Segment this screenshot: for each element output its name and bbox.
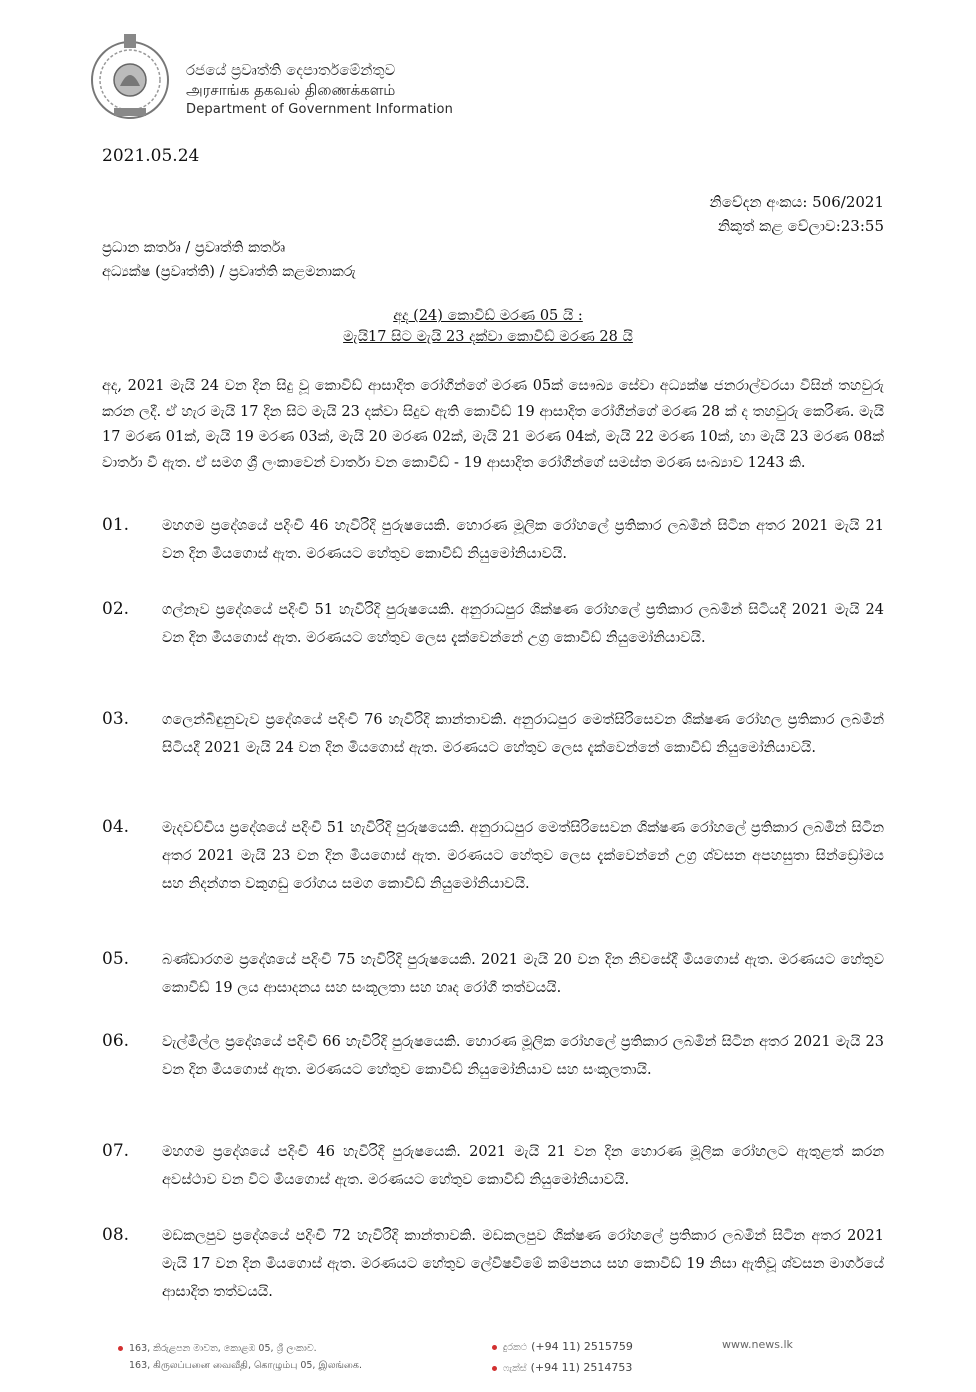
item-text: මැදවච්චිය ප්‍රදේශයේ පදිංචි 51 හැවිරිදි පුරුෂයෙකි. අනුරාධපුර මෙත්සිරිසෙවන ශික්ෂණ රෝහලේ ප්‍රතිකාර ලබමින් සිටින අතර 2021 මැයි 23 වන දින මියගොස් ඇත. මරණයට හේතුව ලෙස දැක්වෙන්නේ උග්‍ර ශ්වසන අපහසුතා සින්ඩ්‍රෝමය සහ නිදන්ගත වකුගඩු රෝගය සමග කොවිඩ් නියුමෝනියාවයි. [162,820,884,892]
letterhead [88,30,508,130]
intro-paragraph: අද, 2021 මැයි 24 වන දින සිදු වූ කොවිඩ් ආසාදිත රෝගීන්ගේ මරණ 05ක් සෞඛ්‍ය සේවා අධ්‍යක්ෂ ජනරාල්වරයා විසින් තහවුරු කරන ලදී. ඒ හැර මැයි 17 දින සිට මැයි 23 දක්වා සිදුව ඇති කොවිඩ් 19 ආසාදිත රෝගීන්ගේ මරණ 28 ක් ද තහවුරු කෙරිණ. මැයි 17 මරණ 01ක්, මැයි 19 මරණ 03ක්, මැයි 20 මරණ 02ක්, මැයි 21 මරණ 04ක්, මැයි 22 මරණ 10ක්, හා මැයි 23 මරණ 08ක් වාර්තා වී ඇත. ඒ සමග ශ්‍රී ලංකාවෙන් වාර්තා වන කොවිඩ් - 19 ආසාදිත රෝගීන්ගේ සමස්ත මරණ සංඛ්‍යාව 1243 කි. [102,378,884,471]
bullet-icon [492,1345,497,1350]
item-number: 04. [102,817,130,837]
item-number: 08. [102,1225,130,1245]
department-name-tamil: அரசாங்க தகவல் திணைக்களம் [186,81,396,99]
release-time: නිකුත් කළ වේලාව:23:55 [717,217,884,235]
bullet-icon [492,1366,497,1371]
item-text: මඩකලපුව ප්‍රදේශයේ පදිංචි 72 හැවිරිදි කාන්තාවකි. මඩකලපුව ශික්ෂණ රෝහලේ ප්‍රතිකාර ලබමින් සිටින අතර 2021 මැයි 17 වන දින මියගොස් ඇත. මරණයට හේතුව ලේවිෂවීමේ කම්පනය සහ කොවිඩ් 19 නිසා ඇතිවූ ශ්වසන මාර්ගයේ ආසාදිත තත්වයයි. [162,1228,884,1300]
recipients [102,236,356,284]
website-link[interactable]: www.news.lk [722,1338,793,1351]
recipient-line: ප්‍රධාන කර්තෘ / ප්‍රවෘත්ති කර්තෘ [102,240,286,256]
department-name-sinhala: රජයේ ප්‍රවෘත්ති දෙපාර්තමේන්තුව [186,61,396,79]
document-date: 2021.05.24 [102,146,200,166]
item-number: 05. [102,949,130,969]
government-emblem-icon [88,30,172,122]
headline-line-2: මැයි17 සිට මැයි 23 දක්වා කොවිඩ් මරණ 28 යි [343,329,633,345]
phone-label: දුරකථ [503,1342,528,1353]
release-number: නිවේදන අංකය: 506/2021 [709,193,884,211]
footer-address [118,1340,362,1374]
item-text: මහගම ප්‍රදේශයේ පදිංචි 46 හැවිරිදි පුරුෂයෙකි. හොරණ මූලික රෝහලේ ප්‍රතිකාර ලබමින් සිටින අතර 2021 මැයි 21 වන දින මියගොස් ඇත. මරණයට හේතුව කොවිඩ් නියුමෝනියාවයි. [162,518,884,562]
headline [0,306,976,348]
headline-line-1: අද (24) කොවිඩ් මරණ 05 යි : [393,308,583,324]
fax-number: (+94 11) 2514753 [530,1361,633,1374]
item-number: 06. [102,1031,130,1051]
address-tamil: 163, கிருலப்பனை வைவீதி, கொழும்பு 05, இலங்கை. [129,1360,362,1371]
footer [0,1330,976,1392]
department-name-english: Department of Government Information [186,102,454,117]
item-text: මහගම ප්‍රදේශයේ පදිංචි 46 හැවිරිදි පුරුෂයෙකි. 2021 මැයි 21 වන දින හොරණ මූලික රෝහලට ඇතුළත් කරන අවස්ථාව වන විට මියගොස් ඇත. මරණයට හේතුව කොවිඩ් නියුමෝනියාවයි. [162,1144,884,1188]
item-text: වැල්මිල්ල ප්‍රදේශයේ පදිංචි 66 හැවිරිදි පුරුෂයෙකි. හොරණ මූලික රෝහලේ ප්‍රතිකාර ලබමින් සිටින අතර 2021 මැයි 23 වන දින මියගොස් ඇත. මරණයට හේතුව කොවිඩ් නියුමෝනියාව සහ සංකූලතායි. [162,1034,884,1078]
item-number: 01. [102,515,130,535]
department-names [186,60,453,120]
recipient-line: අධ්‍යක්ෂ (ප්‍රවෘත්ති) / ප්‍රවෘත්ති කළමනාකරු [102,264,356,280]
item-number: 03. [102,709,130,729]
address-sinhala: 163, කිරුළපන මාවත, කොළඹ 05, ශ්‍රී ලංකාව. [129,1343,317,1354]
item-text: බණ්ඩාරගම ප්‍රදේශයේ පදිංචි 75 හැවිරිදි පුරුෂයෙකි. 2021 මැයි 20 වන දින නිවසේදී මියගොස් ඇත. මරණයට හේතුව කොවිඩ් 19 ලය ආසාදනය සහ සංකූලතා සහ හෘද රෝගී තත්වයයි. [162,952,884,996]
bullet-icon [118,1346,123,1351]
item-number: 07. [102,1141,130,1161]
footer-contacts [492,1337,633,1379]
item-text: ගල්නෑව ප්‍රදේශයේ පදිංචි 51 හැවිරිදි පුරුෂයෙකි. අනුරාධපුර ශික්ෂණ රෝහලේ ප්‍රතිකාර ලබමින් සිටියදී 2021 මැයි 24 වන දින මියගොස් ඇත. මරණයට හේතුව ලෙස දැක්වෙන්නේ උග්‍ර කොවිඩ් නියුමෝනියාවයි. [162,602,884,646]
item-number: 02. [102,599,130,619]
item-text: ගලෙන්බිඳුනුවැව ප්‍රදේශයේ පදිංචි 76 හැවිරිදි කාන්තාවකි. අනුරාධපුර මෙත්සිරිසෙවන ශික්ෂණ රෝහල ප්‍රතිකාර ලබමින් සිටියදී 2021 මැයි 24 වන දින මියගොස් ඇත. මරණයට හේතුව ලෙස දැක්වෙන්නේ කොවිඩ් නියුමෝනියාවයි. [162,712,884,756]
release-info [710,190,884,238]
phone-number: (+94 11) 2515759 [531,1340,633,1353]
fax-label: ෆැක්ස් [503,1363,527,1374]
